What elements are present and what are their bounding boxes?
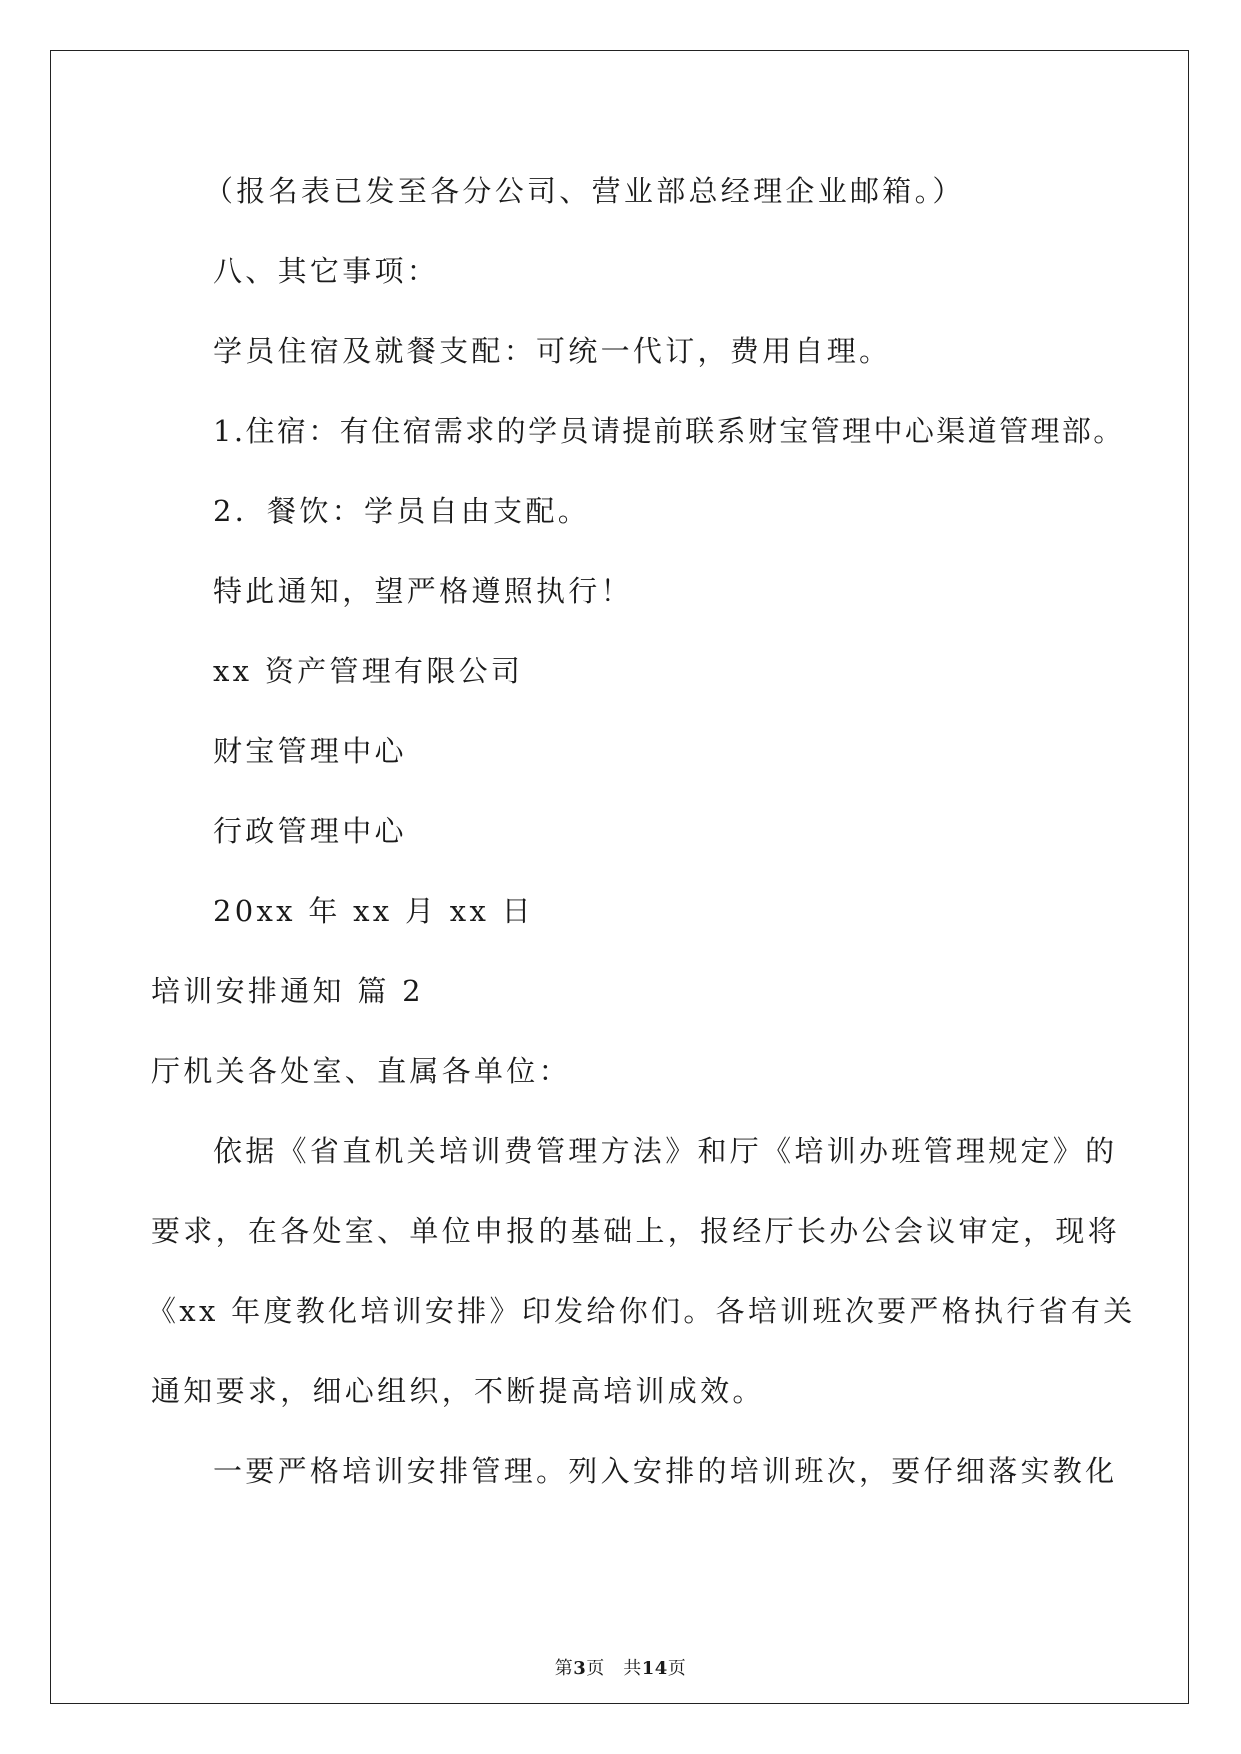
paragraph-line: 依据《省直机关培训费管理方法》和厅《培训办班管理规定》的 [213, 1134, 1118, 1168]
page-footer [0, 1657, 1241, 1681]
signature-dept: 财宝管理中心 [213, 734, 407, 768]
total-pages-number: 14 [641, 1658, 668, 1679]
section-heading: 八、其它事项： [213, 254, 440, 288]
doc-line: 学员住宿及就餐支配：可统一代订，费用自理。 [213, 334, 892, 368]
paragraph-line: 通知要求，细心组织，不断提高培训成效。 [151, 1374, 765, 1408]
page-suffix: 页 [667, 1658, 687, 1679]
current-page-number: 3 [573, 1658, 587, 1679]
doc-line: 1.住宿：有住宿需求的学员请提前联系财宝管理中心渠道管理部。 [213, 414, 1125, 448]
signature-company: xx 资产管理有限公司 [213, 654, 524, 688]
paragraph-line: 要求，在各处室、单位申报的基础上，报经厅长办公会议审定，现将 [151, 1214, 1121, 1248]
paragraph-line: 《xx 年度教化培训安排》印发给你们。各培训班次要严格执行省有关 [147, 1294, 1136, 1328]
salutation: 厅机关各处室、直属各单位： [151, 1054, 571, 1088]
doc-line: 2．餐饮：学员自由支配。 [213, 494, 591, 528]
signature-date: 20xx 年 xx 月 xx 日 [213, 894, 534, 928]
article-title: 培训安排通知 篇 2 [151, 974, 424, 1008]
page-mid: 页 共 [586, 1658, 642, 1679]
page-prefix: 第 [554, 1658, 574, 1679]
paragraph-line: 一要严格培训安排管理。列入安排的培训班次，要仔细落实教化 [213, 1454, 1118, 1488]
doc-line: 特此通知，望严格遵照执行！ [213, 574, 633, 608]
signature-dept: 行政管理中心 [213, 814, 407, 848]
doc-line: （报名表已发至各分公司、营业部总经理企业邮箱。） [204, 174, 965, 208]
